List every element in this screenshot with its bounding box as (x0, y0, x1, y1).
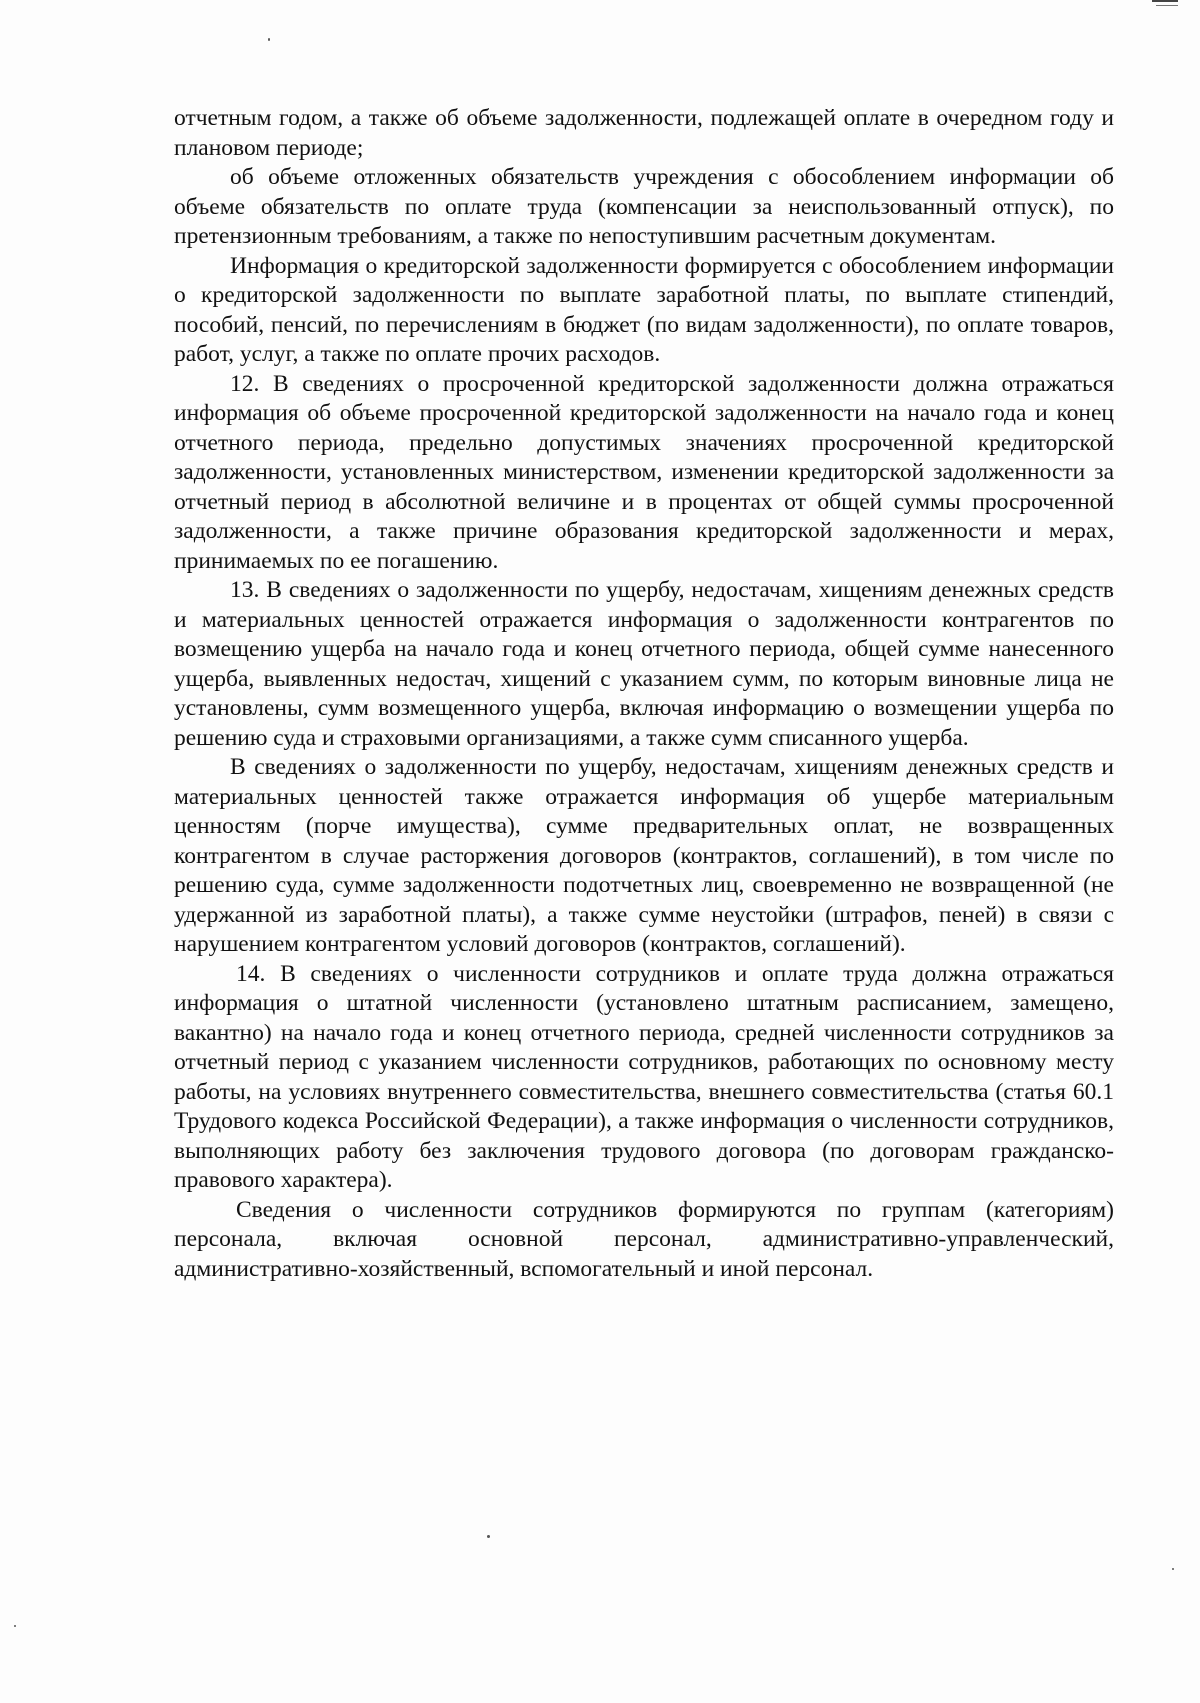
paragraph-creditor-debt-info: Информация о кредиторской задолженности формируется с обособлением информации о кредиторской задолженности по выплате заработной платы, по выплате стипендий, пособий, пенсий, по перечислениям в бюджет (по видам задолженности), по оплате товаров, работ, услуг, а также по оплате прочих расходов. (174, 252, 1114, 367)
scan-edge-mark (1152, 0, 1178, 2)
scan-speck (1172, 1568, 1174, 1570)
paragraph-staff-groups: Сведения о численности сотрудников формируются по группам (категориям) персонала, включая основной персонал, административно-управленческий, административно-хозяйственный, вспомогательный и иной персонал. (174, 1196, 1114, 1282)
paragraph-damage-debt: В сведениях о задолженности по ущербу, недостачам, хищениям денежных средств и материальных ценностей также отражается информация об ущербе материальным ценностям (порче имущества), сумме предварительных оплат, не возвращенных контрагентом в случае расторжения договоров (контрактов, соглашений), в том числе по решению суда, сумме задолженности подотчетных лиц, своевременно не возвращенной (не удержанной из заработной платы), а также сумме неустойки (штрафов, пеней) в связи с нарушением контрагентом условий договоров (контрактов, соглашений). (174, 754, 1114, 957)
scan-edge-mark-secondary (1156, 5, 1178, 6)
paragraph-item-13: 13. В сведениях о задолженности по ущербу, недостачам, хищениям денежных средств и материальных ценностей отражается информация о задолженности контрагентов по возмещению ущерба на начало года и конец отчетного периода, общей сумме нанесенного ущерба, выявленных недостач, хищений с указанием сумм, по которым виновные лица не установлены, сумм возмещенного ущерба, включая информацию о возмещении ущерба по решению суда и страховыми организациями, а также сумм списанного ущерба. (174, 577, 1114, 751)
scan-speck (487, 1535, 490, 1538)
scan-speck (268, 38, 270, 41)
document-body (174, 104, 1114, 1284)
paragraph-deferred-obligations: об объеме отложенных обязательств учреждения с обособлением информации об объеме обязательств по оплате труда (компенсации за неиспользованный отпуск), по претензионным требованиям, а также по непоступившим расчетным документам. (174, 164, 1114, 249)
scan-speck (14, 1625, 16, 1627)
paragraph-item-12: 12. В сведениях о просроченной кредиторской задолженности должна отражаться информация об объеме просроченной кредиторской задолженности на начало года и конец отчетного периода, предельно допустимых значениях просроченной кредиторской задолженности, установленных министерством, изменении кредиторской задолженности за отчетный период в абсолютной величине и в процентах от общей суммы просроченной задолженности, а также причине образования кредиторской задолженности и мерах, принимаемых по ее погашению. (174, 370, 1114, 574)
paragraph-item-14: 14. В сведениях о численности сотрудников и оплате труда должна отражаться информация о штатной численности (установлено штатным расписанием, замещено, вакантно) на начало года и конец отчетного периода, средней численности сотрудников за отчетный период с указанием численности сотрудников, работающих по основному месту работы, на условиях внутреннего совместительства, внешнего совместительства (статья 60.1 Трудового кодекса Российской Федерации), а также информация о численности сотрудников, выполняющих работу без заключения трудового договора (по договорам гражданско-правового характера). (174, 960, 1114, 1193)
paragraph-continuation: отчетным годом, а также об объеме задолженности, подлежащей оплате в очередном году и плановом периоде; (174, 105, 1114, 161)
